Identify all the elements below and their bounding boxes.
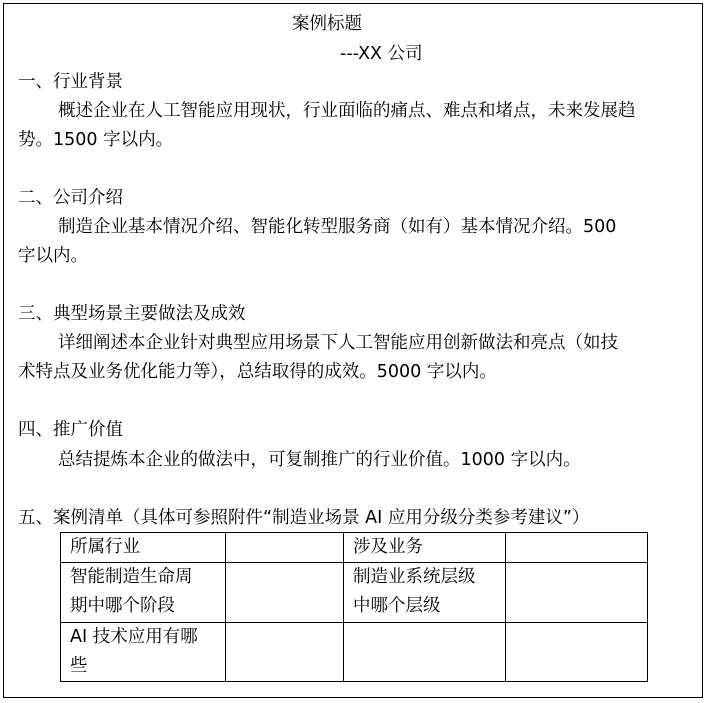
section-heading-industry-background: 一、行业背景 xyxy=(18,72,123,92)
section-body-line: 制造企业基本情况介绍、智能化转型服务商（如有）基本情况介绍。500 xyxy=(58,217,617,237)
section-heading-typical-scenarios: 三、典型场景主要做法及成效 xyxy=(18,304,246,324)
table-cell-ai-tech-label xyxy=(61,623,226,682)
table-cell-business-label xyxy=(344,533,506,563)
cell-text: 中哪个层级 xyxy=(353,596,441,616)
company-name: ---XX 公司 xyxy=(340,44,423,64)
table-row xyxy=(61,623,648,682)
cell-text: 些 xyxy=(70,656,88,676)
table-row xyxy=(61,533,648,563)
table-cell-empty xyxy=(344,623,506,682)
table-cell-lifecycle-stage-label xyxy=(61,563,226,623)
table-cell-lifecycle-stage-value xyxy=(226,563,344,623)
case-list-table xyxy=(60,532,648,682)
section-body-line: 势。1500 字以内。 xyxy=(18,130,174,150)
table-cell-empty xyxy=(506,623,648,682)
section-body-line: 详细阐述本企业针对典型应用场景下人工智能应用创新做法和亮点（如技 xyxy=(58,333,618,353)
table-cell-industry-value xyxy=(226,533,344,563)
section-heading-case-list: 五、案例清单（具体可参照附件“制造业场景 AI 应用分级分类参考建议”） xyxy=(18,508,590,528)
cell-text: 制造业系统层级 xyxy=(353,567,476,587)
table-cell-business-value xyxy=(506,533,648,563)
section-heading-company-intro: 二、公司介绍 xyxy=(18,188,123,208)
section-heading-promotion-value: 四、推广价值 xyxy=(18,420,123,440)
table-cell-ai-tech-value xyxy=(226,623,344,682)
table-row xyxy=(61,563,648,623)
cell-text: 涉及业务 xyxy=(353,537,423,557)
section-body-line: 总结提炼本企业的做法中，可复制推广的行业价值。1000 字以内。 xyxy=(58,450,581,470)
cell-text: 所属行业 xyxy=(70,537,140,557)
section-body-line: 字以内。 xyxy=(18,246,88,266)
cell-text: 期中哪个阶段 xyxy=(70,596,175,616)
cell-text: AI 技术应用有哪 xyxy=(70,627,198,647)
table-cell-system-level-label xyxy=(344,563,506,623)
case-title: 案例标题 xyxy=(292,14,362,34)
table-cell-system-level-value xyxy=(506,563,648,623)
section-body-line: 术特点及业务优化能力等），总结取得的成效。5000 字以内。 xyxy=(18,362,497,382)
cell-text: 智能制造生命周 xyxy=(70,567,193,587)
section-body-line: 概述企业在人工智能应用现状，行业面临的痛点、难点和堵点，未来发展趋 xyxy=(58,101,636,121)
table-cell-industry-label xyxy=(61,533,226,563)
